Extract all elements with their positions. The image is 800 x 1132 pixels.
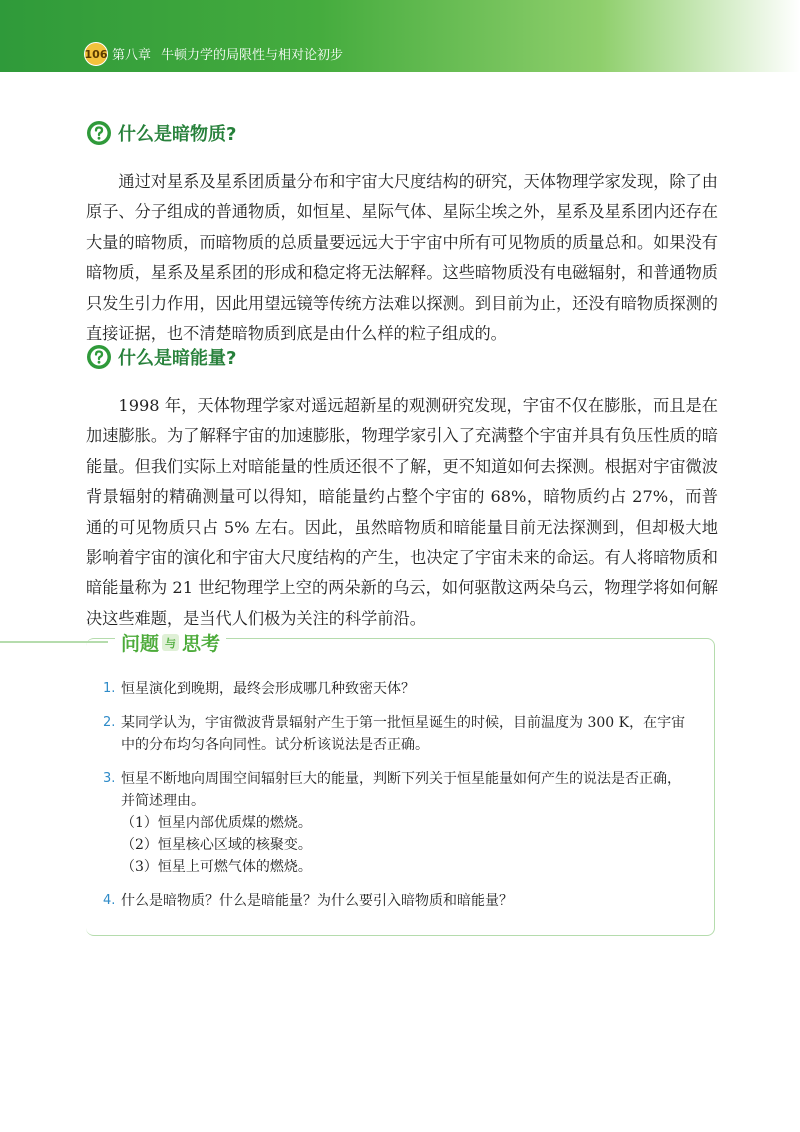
section-heading-dark-matter bbox=[86, 120, 236, 146]
question-number: 3. bbox=[103, 771, 116, 786]
title-connector: 与 bbox=[162, 634, 179, 651]
dark-matter-paragraph: 通过对星系及星系团质量分布和宇宙大尺度结构的研究，天体物理学家发现，除了由原子、分子组成的普通物质，如恒星、星际气体、星际尘埃之外，星系及星系团内还存在大量的暗物质，而暗物质的总质量要远远大于宇宙中所有可见物质的质量总和。如果没有暗物质，星系及星系团的形成和稳定将无法解释。这些暗物质没有电磁辐射，和普通物质只发生引力作用，因此用望远镜等传统方法难以探测。到目前为止，还没有暗物质探测的直接证据，也不清楚暗物质到底是由什么样的粒子组成的。 bbox=[86, 172, 718, 344]
title-part-thinking: 思考 bbox=[182, 633, 221, 655]
section-heading-dark-energy bbox=[86, 344, 236, 370]
chapter-title: 牛顿力学的局限性与相对论初步 bbox=[161, 48, 344, 63]
question-option: （1）恒星内部优质煤的燃烧。 bbox=[121, 815, 312, 831]
section-title: 什么是暗能量? bbox=[118, 348, 237, 369]
question-text: 什么是暗物质？什么是暗能量？为什么要引入暗物质和暗能量？ bbox=[121, 893, 513, 909]
chapter-heading bbox=[112, 44, 353, 63]
question-item bbox=[103, 768, 693, 878]
question-text: 某同学认为，宇宙微波背景辐射产生于第一批恒星诞生的时候，目前温度为 300 K，在宇宙中的分布均匀各向同性。试分析该说法是否正确。 bbox=[121, 715, 686, 753]
page-number-badge: 106 bbox=[84, 42, 108, 66]
question-body bbox=[121, 768, 693, 878]
question-text: 恒星演化到晚期，最终会形成哪几种致密天体？ bbox=[121, 681, 415, 697]
question-number: 4. bbox=[103, 893, 116, 908]
question-number: 1. bbox=[103, 681, 116, 696]
dark-energy-paragraph: 1998 年，天体物理学家对遥远超新星的观测研究发现，宇宙不仅在膨胀，而且是在加速膨胀。为了解释宇宙的加速膨胀，物理学家引入了充满整个宇宙并具有负压性质的暗能量。但我们实际上对暗能量的性质还很不了解，更不知道如何去探测。根据对宇宙微波背景辐射的精确测量可以得知，暗能量约占整个宇宙的 68%，暗物质约占 27%，而普通的可见物质只占 5% 左右。因此，虽然暗物质和暗能量目前无法探测到，但却极大地影响着宇宙的演化和宇宙大尺度结构的产生，也决定了宇宙未来的命运。有人将暗物质和暗能量称为 21 世纪物理学上空的两朵新的乌云，如何驱散这两朵乌云，物理学将如何解决这些难题，是当代人们极为关注的科学前沿。 bbox=[86, 396, 718, 628]
box-divider-line bbox=[0, 641, 108, 643]
question-icon bbox=[86, 344, 112, 370]
chapter-number: 第八章 bbox=[112, 48, 152, 63]
question-icon bbox=[86, 120, 112, 146]
section-title: 什么是暗物质? bbox=[118, 124, 237, 145]
title-part-questions: 问题 bbox=[121, 633, 160, 655]
question-item bbox=[103, 678, 693, 700]
question-option: （3）恒星上可燃气体的燃烧。 bbox=[121, 859, 312, 875]
question-item bbox=[103, 890, 693, 912]
question-list bbox=[103, 678, 693, 924]
question-text: 恒星不断地向周围空间辐射巨大的能量，判断下列关于恒星能量如何产生的说法是否正确，并简述理由。 bbox=[121, 771, 681, 809]
question-item bbox=[103, 712, 693, 756]
question-number: 2. bbox=[103, 715, 116, 730]
questions-box-title bbox=[115, 629, 226, 656]
question-option: （2）恒星核心区域的核聚变。 bbox=[121, 837, 312, 853]
